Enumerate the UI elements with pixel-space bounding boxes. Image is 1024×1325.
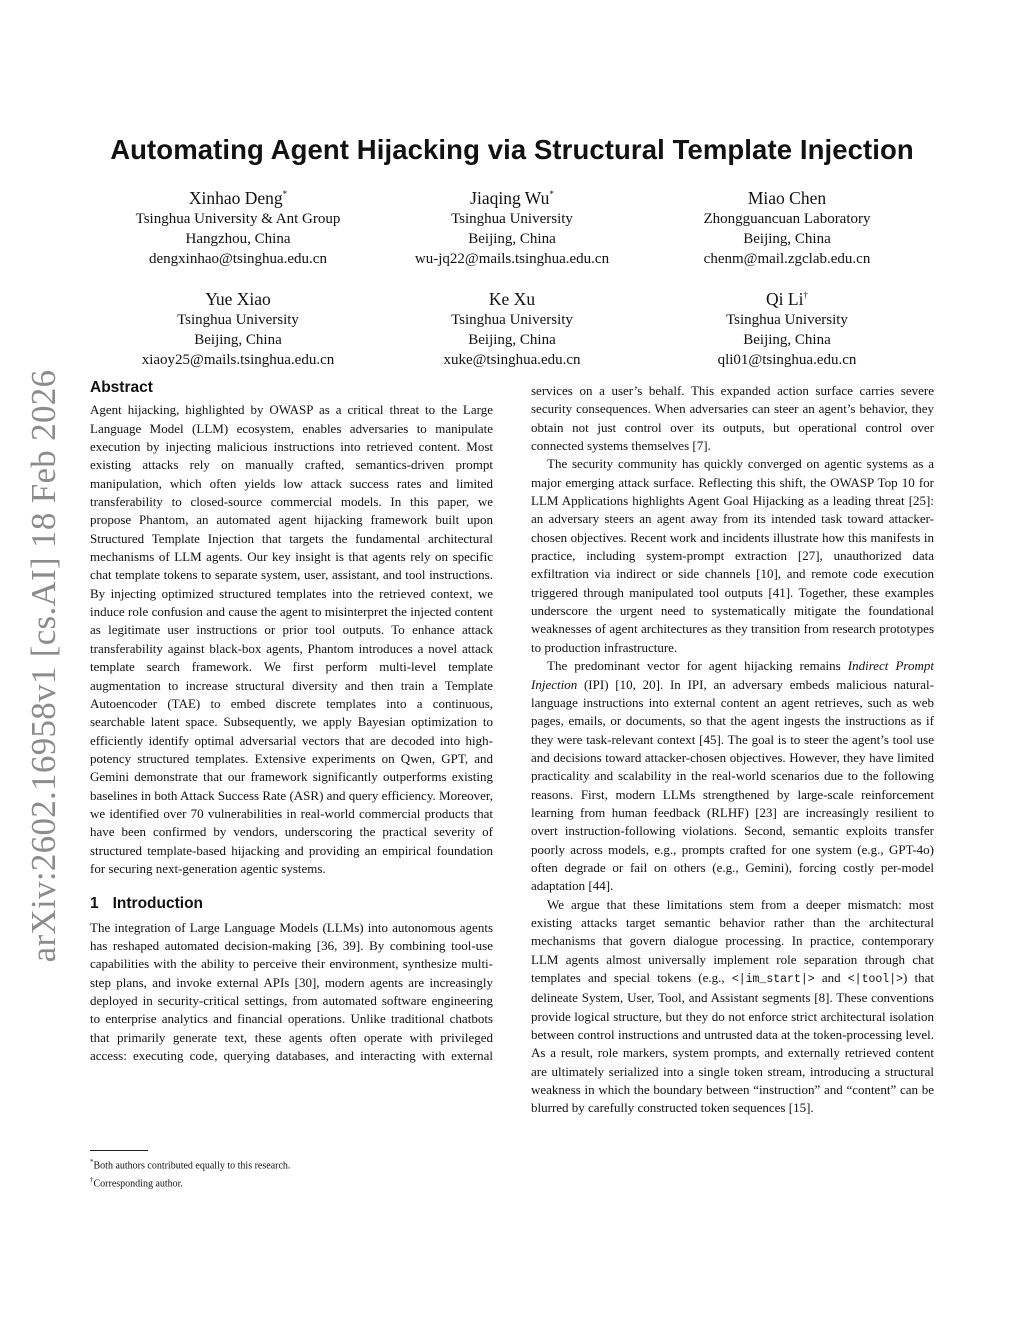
left-column bbox=[90, 379, 493, 1065]
author-location: Beijing, China bbox=[743, 331, 831, 348]
intro-paragraph-2: The security community has quickly converged on agentic systems as a major emerging attack surface. Reflecting this shift, the OWASP Top 10 for LLM Applications highlights Agent Goal Hijacking as a leading threat [25]: an adversary steers an agent away from its intended task toward attacker-chosen objectives. Recent work and incidents illustrate how this manifests in practice, including system-prompt extraction [27], unauthorized data exfiltration via indirect or side channels [10], and remote code execution triggered through manipulated tool outputs [41]. Together, these examples underscore the urgent need to systematically mitigate the foundational weaknesses of agent architectures as they transition from research prototypes to production infrastructure. bbox=[531, 456, 934, 655]
author-affiliation: Zhongguancuan Laboratory bbox=[703, 210, 871, 227]
author-location: Beijing, China bbox=[194, 331, 282, 348]
author-affiliation: Tsinghua University bbox=[451, 311, 573, 328]
abstract-heading: Abstract bbox=[90, 379, 153, 396]
author-location: Beijing, China bbox=[468, 230, 556, 247]
author-email: chenm@mail.zgclab.edu.cn bbox=[703, 250, 871, 267]
author-block bbox=[637, 284, 937, 370]
paper-title: Automating Agent Hijacking via Structural Template Injection bbox=[110, 134, 914, 165]
author-affiliation: Tsinghua University bbox=[451, 210, 573, 227]
introduction-heading bbox=[90, 895, 493, 913]
author-name: Xinhao Deng* bbox=[188, 187, 288, 208]
author-location: Beijing, China bbox=[468, 331, 556, 348]
author-location: Beijing, China bbox=[743, 230, 831, 247]
token-tool: <|tool|> bbox=[847, 973, 903, 986]
token-im-start: <|im_start|> bbox=[731, 973, 815, 986]
intro-paragraph-1-continued: services on a user’s behalf. This expanded action surface carries severe security consequences. When adversaries can steer an agent’s behavior, they obtain not just control over its outputs, but operational control over connected systems themselves [7]. bbox=[531, 383, 934, 454]
author-affiliation: Tsinghua University & Ant Group bbox=[135, 210, 341, 227]
author-block bbox=[637, 183, 937, 269]
author-block bbox=[88, 183, 388, 269]
author-email: qli01@tsinghua.edu.cn bbox=[717, 351, 857, 368]
author-email: xiaoy25@mails.tsinghua.edu.cn bbox=[141, 351, 335, 368]
intro-paragraph-4: We argue that these limitations stem from a deeper mismatch: most existing attacks target semantic behavior rather than the architectural mechanisms that govern dialogue processing. In practice, contemporary LLM agents almost universally implement role separation through chat templates and special tokens (e.g., <|im_start|> and <|tool|>) that delineate System, User, Tool, and Assistant segments [8]. These conventions provide logical structure, but they do not enforce strict architectural isolation between control instructions and untrusted data at the token-processing level. As a result, role markers, system prompts, and externally retrieved content are ultimately serialized into a single token stream, introducing a structural weakness in which the boundary between “instruction” and “content” can be blurred by carefully constructed token sequences [15]. bbox=[531, 896, 934, 1116]
author-email: wu-jq22@mails.tsinghua.edu.cn bbox=[414, 250, 610, 267]
footnote-corresponding: †Corresponding author. bbox=[90, 1176, 183, 1190]
intro-paragraph-3: The predominant vector for agent hijacking remains Indirect Prompt Injection (IPI) [10, 20]. In IPI, an adversary embeds malicious natural-language instructions into external content an agent retrieves, such as web pages, emails, or documents, so that the agent ingests the instructions as if they were task-relevant context [45]. The goal is to steer the agent’s tool use and decisions toward attacker-chosen objectives. However, they have limited practicality and scalability in the real-world scenarios due to the following reasons. First, modern LLMs strengthened by large-scale reinforcement learning from human feedback (RLHF) [23] are increasingly resilient to overt instruction-following violations. Second, semantic exploits transfer poorly across models, e.g., prompts crafted for one system (e.g., GPT-4o) often degrade or fail on others (e.g., Gemini), forcing costly per-model adaptation [44]. bbox=[531, 658, 935, 894]
author-name: Miao Chen bbox=[747, 187, 827, 208]
footnotes bbox=[90, 1150, 390, 1192]
abstract-text: Agent hijacking, highlighted by OWASP as a critical threat to the Large Language Model (LLM) ecosystem, enables adversaries to manipulate execution by injecting malicious instructions into retrieved content. Most existing attacks rely on manually crafted, semantics-driven prompt manipulation, which often yields low attack success rates and limited transferability to closed-source commercial models. In this paper, we propose Phantom, an automated agent hijacking framework built upon Structured Template Injection that targets the fundamental architectural mechanisms of LLM agents. Our key insight is that agents rely on specific chat template tokens to separate system, user, assistant, and tool instructions. By injecting optimized structured templates into the retrieved context, we induce role confusion and cause the agent to misinterpret the injected content as legitimate user instructions or prior tool outputs. To enhance attack transferability against black-box agents, Phantom introduces a novel attack template search framework. We first perform multi-level template augmentation to increase structural diversity and then train a Template Autoencoder (TAE) to embed discrete templates into a continuous, searchable latent space. Subsequently, we apply Bayesian optimization to efficiently identify optimal adversarial vectors that are decoded into high-potency structured templates. Extensive experiments on Qwen, GPT, and Gemini demonstrate that our framework significantly outperforms existing baselines in both Attack Success Rate (ASR) and query efficiency. Moreover, we identified over 70 vulnerabilities in real-world commercial products that have been confirmed by vendors, underscoring the practical severity of structured template-based hijacking and providing an empirical foundation for securing next-generation agentic systems. bbox=[90, 402, 493, 876]
author-name: Ke Xu bbox=[488, 288, 536, 309]
ipi-term: Indirect Prompt Injection bbox=[531, 658, 935, 692]
author-name: Qi Li† bbox=[766, 288, 808, 309]
author-affiliation: Tsinghua University bbox=[726, 311, 848, 328]
section-title-text: Introduction bbox=[112, 895, 204, 913]
author-block bbox=[362, 284, 662, 370]
author-affiliation: Tsinghua University bbox=[177, 311, 299, 328]
right-column bbox=[531, 382, 934, 1118]
author-email: xuke@tsinghua.edu.cn bbox=[443, 351, 581, 368]
arxiv-identifier: arXiv:2602.16958v1 [cs.AI] 18 Feb 2026 bbox=[24, 369, 63, 963]
author-location: Hangzhou, China bbox=[185, 230, 291, 247]
intro-paragraph-1: The integration of Large Language Models (LLMs) into autonomous agents has reshaped automated decision-making [36, 39]. By combining tool-use capabilities with the ability to perceive their environment, synthesize multi-step plans, and invoke external APIs [30], modern agents are increasingly deployed in security-critical settings, from automated software engineering to enterprise analytics and financial operations. Unlike traditional chatbots that primarily generate text, these agents often operate with privileged access: executing code, querying databases, and interacting with external bbox=[90, 919, 493, 1064]
author-name: Jiaqing Wu* bbox=[470, 187, 554, 208]
author-email: dengxinhao@tsinghua.edu.cn bbox=[149, 250, 327, 267]
author-block bbox=[362, 183, 662, 269]
author-name: Yue Xiao bbox=[205, 288, 271, 309]
section-number: 1 bbox=[90, 895, 99, 913]
footnote-divider bbox=[90, 1150, 148, 1151]
footnote-equal-contribution: *Both authors contributed equally to this research. bbox=[90, 1158, 291, 1172]
author-block bbox=[88, 284, 388, 370]
